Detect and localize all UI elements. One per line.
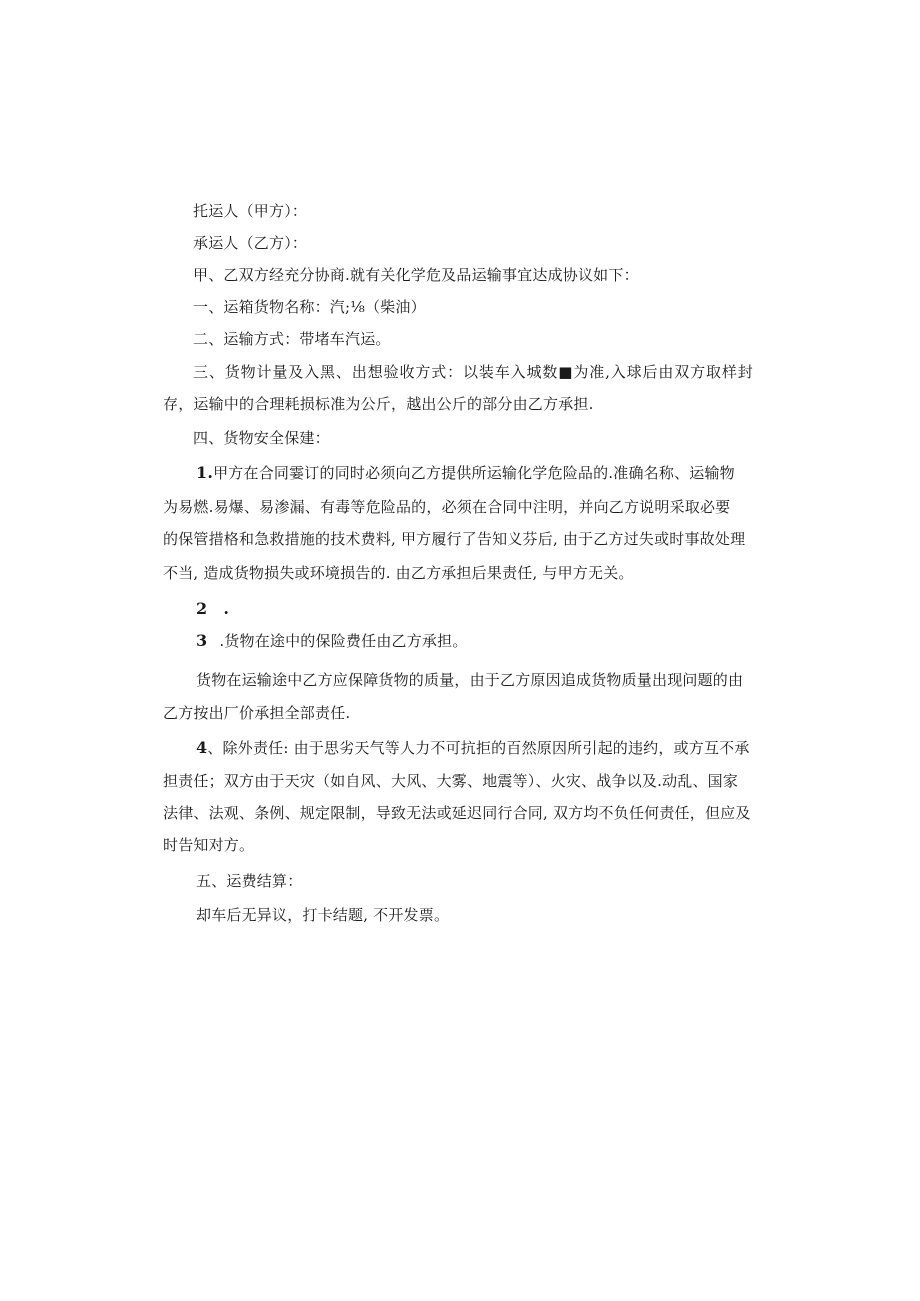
item-2-text: . — [223, 599, 230, 618]
item-4-text-3: 法律、法观、条例、规定限制，导致无法或延迟同行合同, 双方均不负任何责任，但应及 — [163, 804, 751, 822]
clause-4-heading — [193, 427, 330, 449]
item-1-text-4: 不当, 造成货物损失或环境损告的. 由乙方承担后果责任, 与甲方无关。 — [163, 564, 634, 582]
item-1-line-1 — [196, 462, 735, 484]
item-2-line — [196, 598, 229, 620]
item-4-text-4: 时告知对方。 — [163, 836, 255, 854]
item-4-text-1: 、除外责任: 由于思劣天气等人力不可抗拒的百然原因所引起的违约，或方互不承 — [207, 739, 750, 757]
clause-3-line-2 — [163, 393, 594, 415]
clause-1-line — [193, 296, 426, 318]
item-4-number: 4 — [196, 738, 208, 757]
item-4-line-4 — [163, 834, 254, 856]
item-4-line-1 — [196, 737, 750, 759]
item-4-line-2 — [163, 770, 738, 792]
item-1-text-2: 为易燃.易爆、易渗漏、有毒等危险品的，必须在合同中注明，并向乙方说明采取必要 — [163, 498, 731, 516]
quality-text-2: 乙方按出厂价承担全部责任. — [163, 704, 351, 722]
item-1-number: 1. — [196, 463, 214, 482]
item-3-text: .货物在途中的保险费任由乙方承担。 — [219, 632, 468, 650]
item-3-line — [196, 630, 468, 652]
item-1-text-1: 甲方在合同霎订的同时必须向乙方提供所运输化学危险品的.准确名称、运输物 — [213, 464, 735, 482]
freight-heading: 五、运费结算： — [196, 872, 303, 890]
settlement-line — [196, 904, 449, 926]
quality-text-1: 货物在运输途中乙方应保障货物的质量，由于乙方原因追成货物质量出现问题的由 — [196, 671, 744, 689]
goods-name-text: 一、运箱货物名称：汽;⅛（柴油） — [193, 298, 426, 316]
item-3-number: 3 — [196, 631, 208, 650]
measurement-text-1: 三、货物计量及入黑、出想验收方式：以装车入城数■为准,入球后由双方取样封 — [193, 363, 753, 381]
item-4-text-2: 担责任；双方由于天灾（如自风、大风、大雾、地震等）、火灾、战争以及.动乱、国家 — [163, 772, 739, 790]
quality-line-2 — [163, 702, 350, 724]
item-1-text-3: 的保管措格和急救措施的技术费料, 甲方履行了告知义芬后, 由于乙方过失或时事故处理 — [163, 530, 746, 548]
safety-heading: 四、货物安全保建： — [193, 429, 330, 447]
intro-line — [193, 264, 639, 286]
settlement-text: 却车后无异议，打卡结题, 不开发票。 — [196, 906, 450, 924]
carrier-line — [193, 232, 307, 254]
intro-text: 甲、乙双方经充分协商.就有关化学危及品运输事宜达成协议如下： — [193, 266, 639, 284]
carrier-label: 承运人（乙方）： — [193, 234, 308, 252]
clause-3-line-1 — [193, 361, 753, 383]
transport-mode-text: 二、运输方式：带堵车汽运。 — [193, 330, 391, 348]
item-1-line-4 — [163, 562, 634, 584]
shipper-label: 托运人（甲方）： — [193, 202, 308, 220]
quality-line-1 — [196, 669, 743, 691]
item-4-line-3 — [163, 802, 751, 824]
clause-2-line — [193, 328, 391, 350]
item-1-line-3 — [163, 528, 745, 550]
measurement-text-2: 存，运输中的合理耗损标准为公斤，越出公斤的部分由乙方承担. — [163, 395, 594, 413]
item-1-line-2 — [163, 496, 730, 518]
item-2-number: 2 — [196, 599, 208, 618]
shipper-line — [193, 200, 307, 222]
clause-5-heading — [196, 870, 302, 892]
